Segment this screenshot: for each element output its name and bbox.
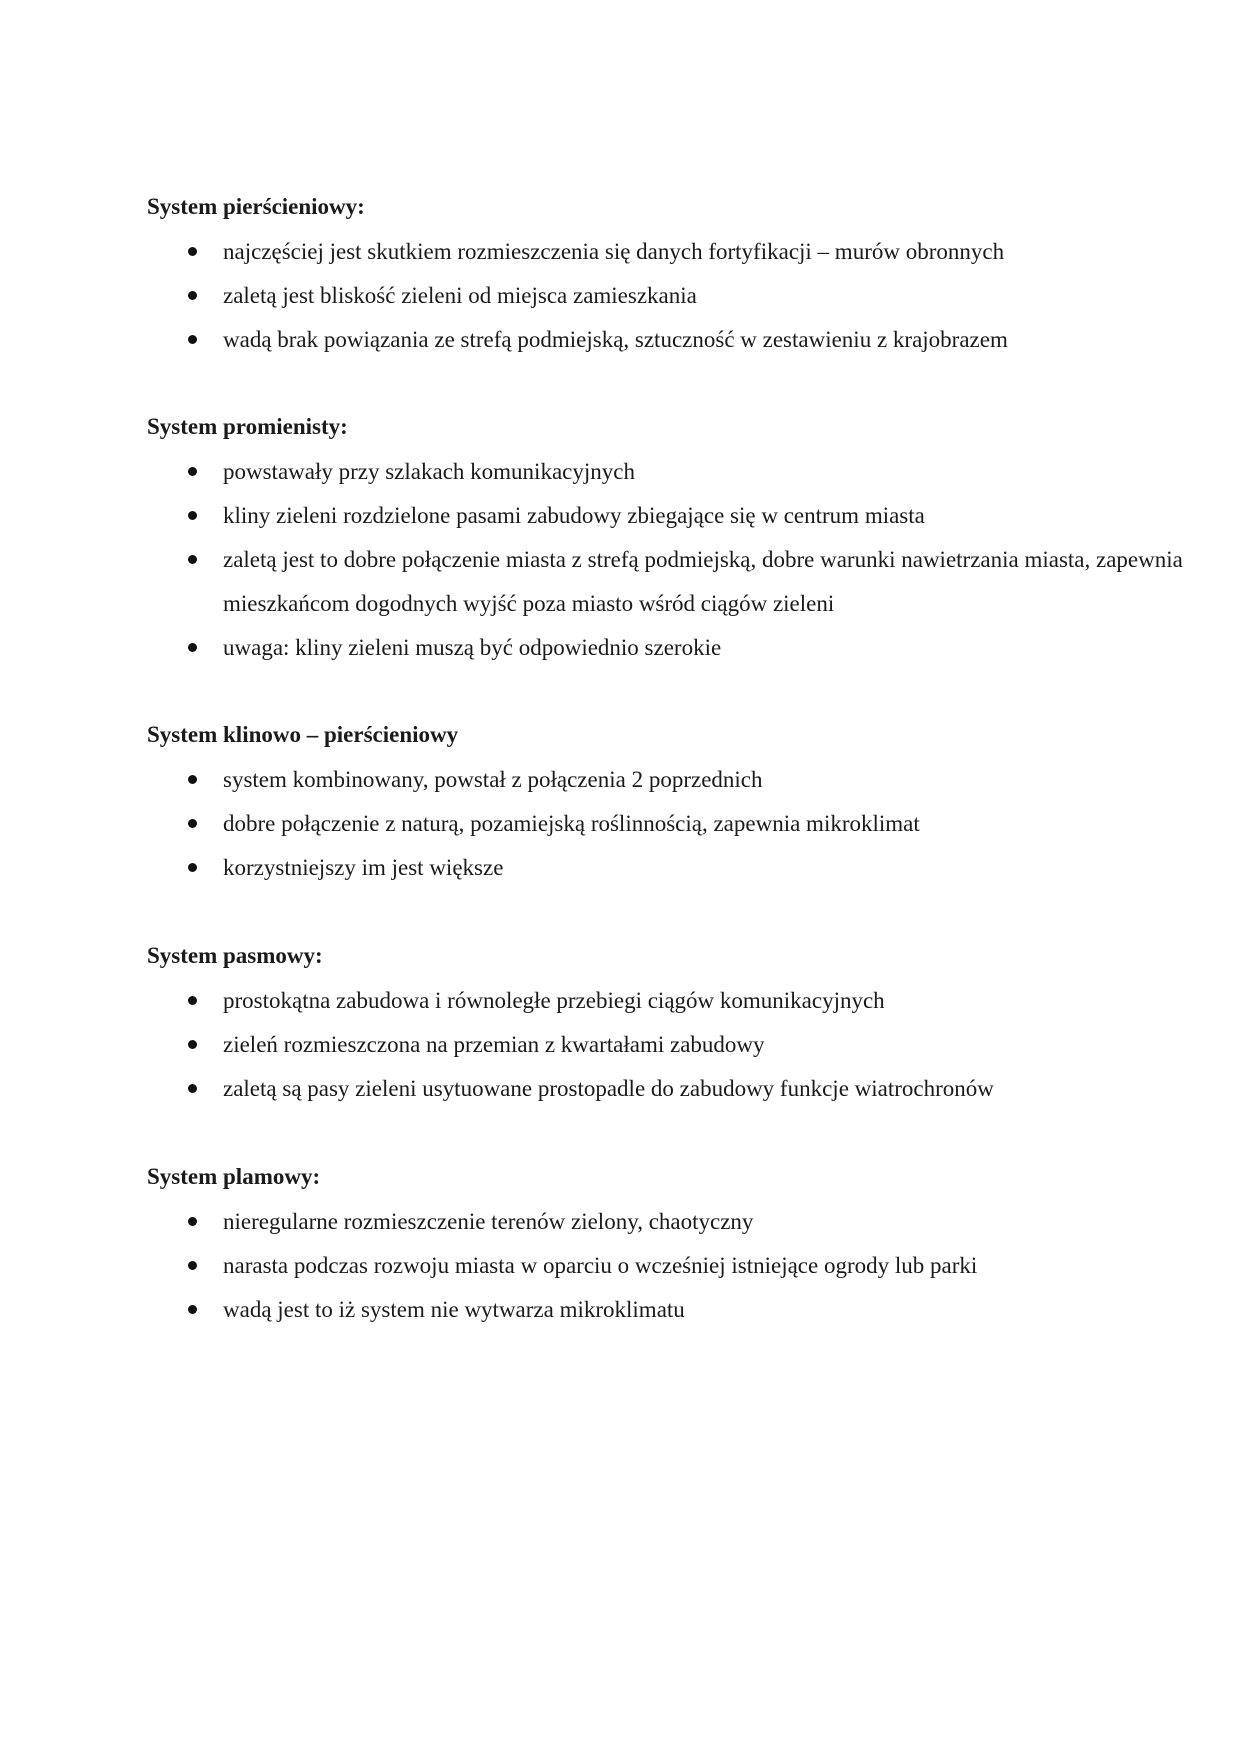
bullet-icon bbox=[188, 996, 197, 1005]
bullet-list bbox=[147, 450, 1183, 670]
section-title: System klinowo – pierścieniowy bbox=[147, 722, 459, 747]
bullet-icon bbox=[188, 1261, 197, 1270]
list-item bbox=[147, 230, 1107, 274]
list-item bbox=[147, 274, 1107, 318]
list-item-text: wadą brak powiązania ze strefą podmiejską, sztuczność w zestawieniu z krajobrazem bbox=[223, 327, 1008, 352]
list-item-text: kliny zieleni rozdzielone pasami zabudowy zbiegające się w centrum miasta bbox=[223, 503, 925, 528]
list-item-text: zaletą jest to dobre połączenie miasta z strefą podmiejską, dobre warunki nawietrzania miasta, zapewnia mieszkańcom dogodnych wyjść poza miasto wśród ciągów zieleni bbox=[223, 547, 1183, 616]
list-item-text: system kombinowany, powstał z połączenia 2 poprzednich bbox=[223, 767, 763, 792]
list-item-text: powstawały przy szlakach komunikacyjnych bbox=[223, 459, 635, 484]
list-item-text: narasta podczas rozwoju miasta w oparciu o wcześniej istniejące ogrody lub parki bbox=[223, 1253, 978, 1278]
bullet-icon bbox=[188, 1305, 197, 1314]
bullet-icon bbox=[188, 335, 197, 344]
bullet-icon bbox=[188, 247, 197, 256]
bullet-icon bbox=[188, 511, 197, 520]
list-item bbox=[147, 802, 1107, 846]
list-item bbox=[147, 450, 1107, 494]
section-pierscieniowy bbox=[147, 192, 1107, 362]
bullet-icon bbox=[188, 643, 197, 652]
bullet-list bbox=[147, 979, 1107, 1111]
list-item-text: uwaga: kliny zieleni muszą być odpowiednio szerokie bbox=[223, 635, 722, 660]
list-item bbox=[147, 1244, 1107, 1288]
bullet-icon bbox=[188, 1084, 197, 1093]
list-item bbox=[147, 846, 1107, 890]
section-plamowy bbox=[147, 1162, 1107, 1332]
list-item bbox=[147, 1067, 1107, 1111]
bullet-icon bbox=[188, 819, 197, 828]
section-pasmowy bbox=[147, 941, 1107, 1111]
section-title: System pasmowy: bbox=[147, 943, 323, 968]
section-title: System pierścieniowy: bbox=[147, 194, 365, 219]
bullet-list bbox=[147, 758, 1107, 890]
list-item bbox=[147, 318, 1107, 362]
bullet-icon bbox=[188, 1217, 197, 1226]
list-item-text: wadą jest to iż system nie wytwarza mikroklimatu bbox=[223, 1297, 685, 1322]
list-item-text: najczęściej jest skutkiem rozmieszczenia się danych fortyfikacji – murów obronnych bbox=[223, 239, 1005, 264]
list-item bbox=[147, 626, 1107, 670]
list-item bbox=[147, 979, 1107, 1023]
list-item-text: zieleń rozmieszczona na przemian z kwartałami zabudowy bbox=[223, 1032, 765, 1057]
bullet-icon bbox=[188, 291, 197, 300]
list-item-text: zaletą są pasy zieleni usytuowane prostopadle do zabudowy funkcje wiatrochronów bbox=[223, 1076, 994, 1101]
list-item-text: nieregularne rozmieszczenie terenów zielony, chaotyczny bbox=[223, 1209, 754, 1234]
list-item-text: korzystniejszy im jest większe bbox=[223, 855, 504, 880]
bullet-icon bbox=[188, 775, 197, 784]
list-item bbox=[147, 1023, 1107, 1067]
list-item bbox=[147, 1200, 1107, 1244]
bullet-list bbox=[147, 1200, 1107, 1332]
bullet-icon bbox=[188, 863, 197, 872]
list-item-text: prostokątna zabudowa i równoległe przebiegi ciągów komunikacyjnych bbox=[223, 988, 885, 1013]
list-item bbox=[147, 538, 1233, 626]
bullet-list bbox=[147, 230, 1107, 362]
bullet-icon bbox=[188, 555, 197, 564]
section-promienisty bbox=[147, 412, 1183, 670]
list-item bbox=[147, 494, 1107, 538]
list-item bbox=[147, 758, 1107, 802]
list-item-text: dobre połączenie z naturą, pozamiejską roślinnością, zapewnia mikroklimat bbox=[223, 811, 920, 836]
section-title: System plamowy: bbox=[147, 1164, 321, 1189]
section-title: System promienisty: bbox=[147, 414, 348, 439]
bullet-icon bbox=[188, 1040, 197, 1049]
section-klinowo-pierscieniowy bbox=[147, 720, 1107, 890]
bullet-icon bbox=[188, 467, 197, 476]
list-item bbox=[147, 1288, 1107, 1332]
list-item-text: zaletą jest bliskość zieleni od miejsca zamieszkania bbox=[223, 283, 697, 308]
